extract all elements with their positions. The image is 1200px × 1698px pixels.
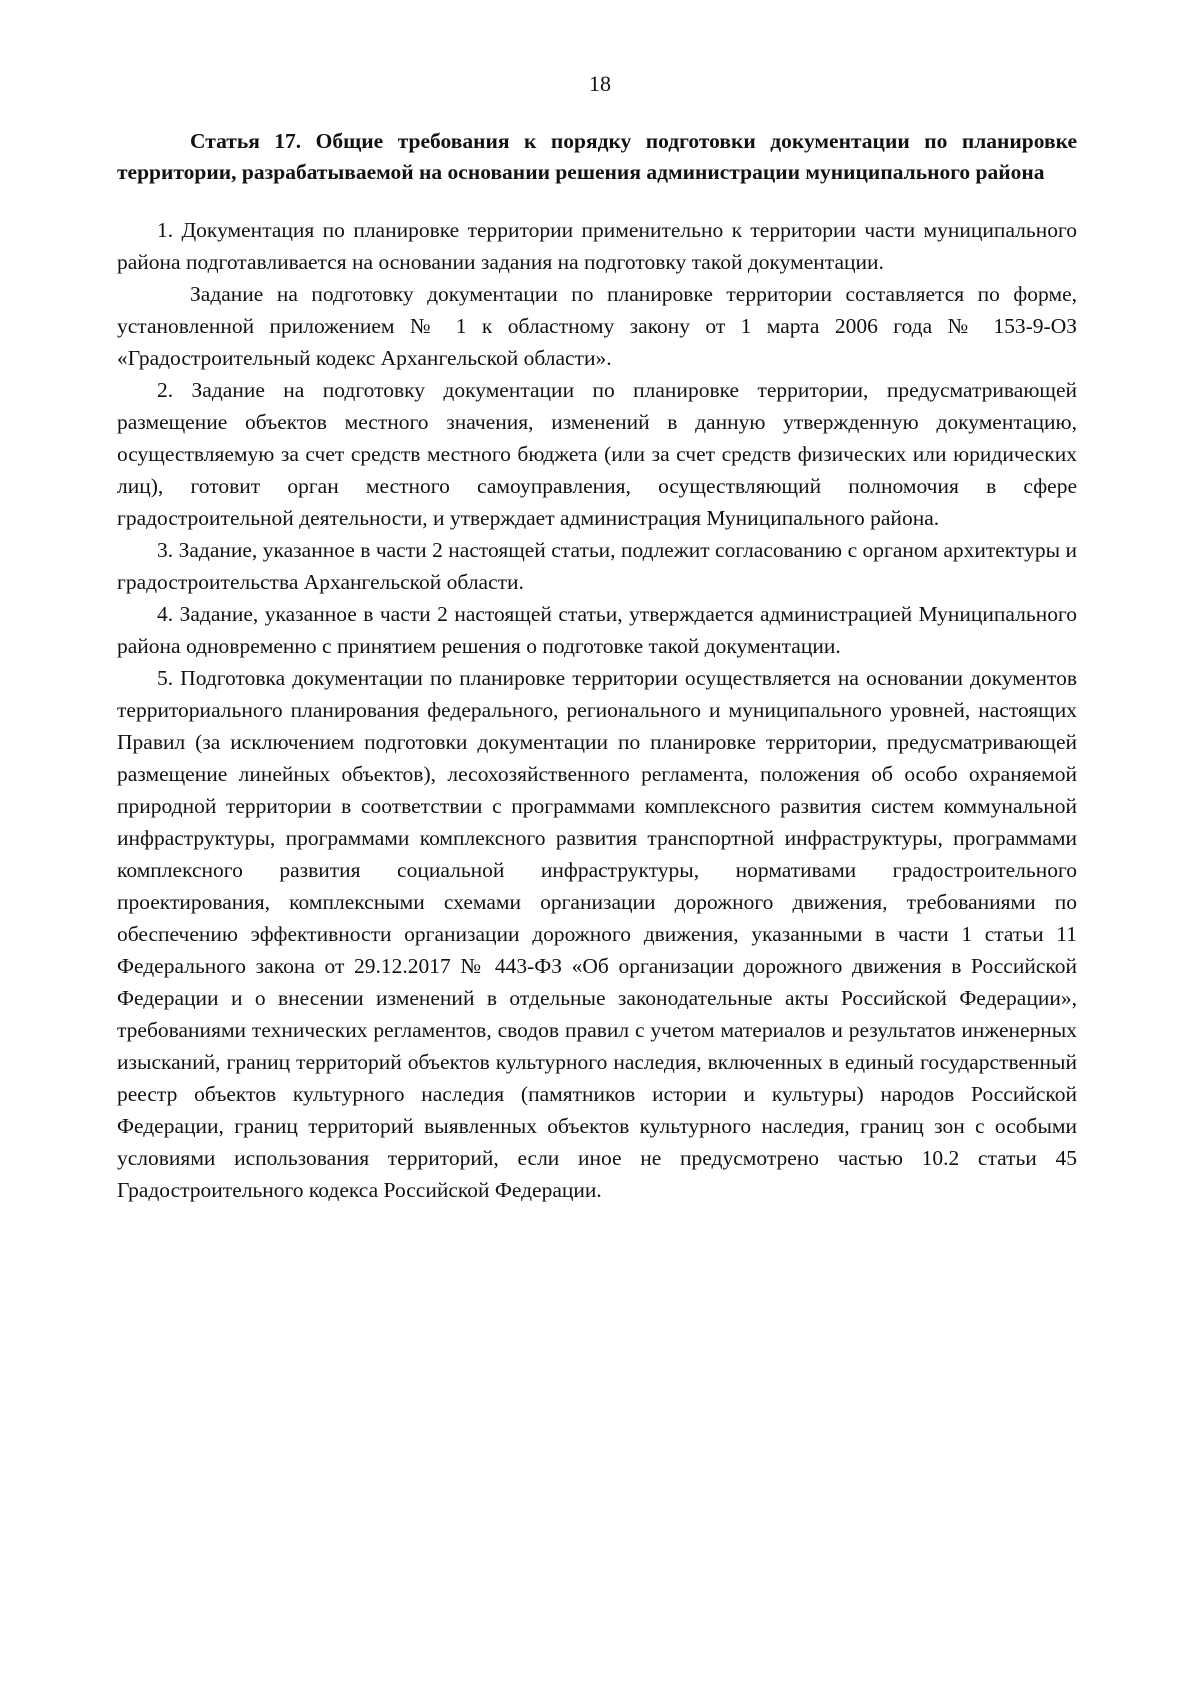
paragraph-3: 3. Задание, указанное в части 2 настоящей статьи, подлежит согласованию с органом архитектуры и градостроительства Архангельской области. xyxy=(117,538,1077,594)
paragraph-2: 2. Задание на подготовку документации по планировке территории, предусматривающей размещение объектов местного значения, изменений в данную утвержденную документацию, осуществляемую за счет средств местного бюджета (или за счет средств физических или юридических лиц), готовит орган местного самоуправления, осуществляющий полномочия в сфере градостроительной деятельности, и утверждает администрация Муниципального района. xyxy=(117,378,1077,530)
document-body xyxy=(117,126,1077,1206)
paragraph-1: 1. Документация по планировке территории применительно к территории части муниципального района подготавливается на основании задания на подготовку такой документации. xyxy=(117,218,1077,274)
page-number: 18 xyxy=(589,71,611,96)
paragraph-4: 4. Задание, указанное в части 2 настоящей статьи, утверждается администрацией Муниципального района одновременно с принятием решения о подготовке такой документации. xyxy=(117,602,1077,658)
paragraph-5: 5. Подготовка документации по планировке территории осуществляется на основании документов территориального планирования федерального, регионального и муниципального уровней, настоящих Правил (за исключением подготовки документации по планировке территории, предусматривающей размещение линейных объектов), лесохозяйственного регламента, положения об особо охраняемой природной территории в соответствии с программами комплексного развития систем коммунальной инфраструктуры, программами комплексного развития транспортной инфраструктуры, программами комплексного развития социальной инфраструктуры, нормативами градостроительного проектирования, комплексными схемами организации дорожного движения, требованиями по обеспечению эффективности организации дорожного движения, указанными в части 1 статьи 11 Федерального закона от 29.12.2017 № 443-ФЗ «Об организации дорожного движения в Российской Федерации и о внесении изменений в отдельные законодательные акты Российской Федерации», требованиями технических регламентов, сводов правил с учетом материалов и результатов инженерных изысканий, границ территорий объектов культурного наследия, включенных в единый государственный реестр объектов культурного наследия (памятников истории и культуры) народов Российской Федерации, границ территорий выявленных объектов культурного наследия, границ зон с особыми условиями использования территорий, если иное не предусмотрено частью 10.2 статьи 45 Градостроительного кодекса Российской Федерации. xyxy=(117,666,1077,1202)
article-heading: Статья 17. Общие требования к порядку подготовки документации по планировке территории, разрабатываемой на основании решения администрации муниципального района xyxy=(117,129,1077,184)
paragraph-1-form: Задание на подготовку документации по планировке территории составляется по форме, установленной приложением № 1 к областному закону от 1 марта 2006 года № 153-9-ОЗ «Градостроительный кодекс Архангельской области». xyxy=(117,282,1077,370)
